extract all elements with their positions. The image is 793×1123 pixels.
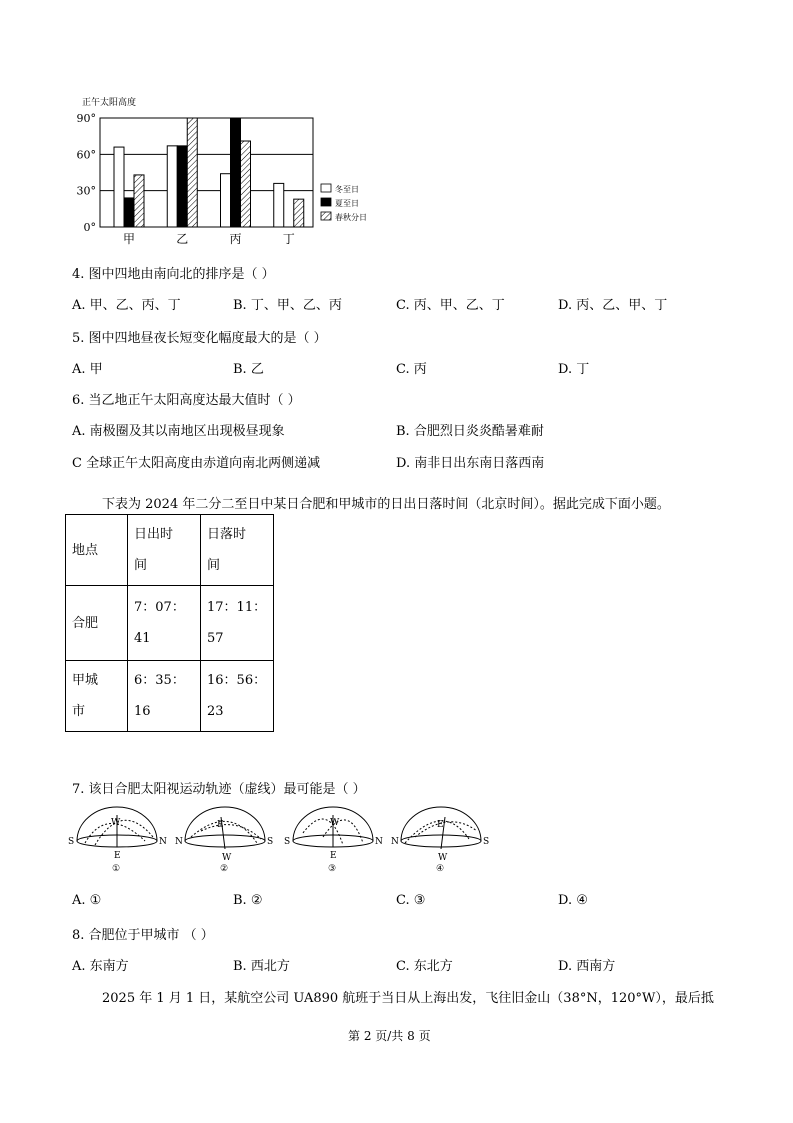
d1-num: ① [112, 864, 121, 874]
q4-option-a: A. 甲、乙、丙、丁 [72, 298, 181, 313]
sun-path-diagrams [65, 805, 495, 880]
bar-2-2 [177, 146, 187, 227]
q6-option-d: D. 南非日出东南日落西南 [396, 456, 545, 471]
d2-bottom: W [222, 853, 232, 863]
bar-2-1 [167, 146, 177, 227]
q7-option-b: B. ② [233, 893, 263, 908]
d3-left: S [284, 837, 291, 847]
category-label: 丁 [282, 232, 295, 246]
q4-option-d: D. 丙、乙、甲、丁 [558, 298, 668, 313]
d3-top: W [330, 818, 340, 828]
y-tick-label: 90° [76, 112, 96, 125]
d3-right: N [375, 837, 383, 847]
row-hefei-location: 合肥 [66, 586, 128, 661]
q8-option-d: D. 西南方 [558, 959, 616, 974]
y-axis-label: 正午太阳高度 [82, 98, 137, 108]
q6-stem: 6. 当乙地正午太阳高度达最大值时（ ） [72, 393, 301, 408]
header-location: 地点 [66, 515, 128, 586]
category-label: 甲 [122, 232, 136, 246]
table-intro: 下表为 2024 年二分二至日中某日合肥和甲城市的日出日落时间（北京时间）。据此完成下面小题。 [102, 497, 670, 512]
bar-4-3 [294, 199, 304, 227]
d4-num: ④ [436, 864, 445, 874]
row-jia-sunrise: 6：35： 16 [128, 661, 201, 732]
d1-top: W [111, 818, 121, 828]
category-label: 乙 [176, 232, 189, 246]
sun-path-diagram-3 [284, 807, 383, 874]
y-tick-label: 60° [76, 148, 96, 162]
bar-3-1 [221, 174, 231, 227]
q8-option-c: C. 东北方 [396, 959, 453, 974]
q6-option-b: B. 合肥烈日炎炎酷暑难耐 [396, 424, 544, 439]
flight-intro: 2025 年 1 月 1 日，某航空公司 UA890 航班于当日从上海出发，飞往旧金山（38°N，120°W），最后抵 [102, 991, 714, 1006]
sun-path-diagram-4 [391, 807, 489, 874]
legend-swatch [321, 212, 331, 220]
d2-left: N [175, 837, 183, 847]
row-hefei-sunrise: 7：07： 41 [128, 586, 201, 661]
legend-label: 冬至日 [335, 185, 359, 194]
q7-option-c: C. ③ [396, 893, 426, 908]
q8-option-a: A. 东南方 [72, 959, 129, 974]
d2-top: E [217, 820, 224, 830]
category-label: 丙 [229, 232, 242, 246]
d1-right: N [159, 837, 167, 847]
bar-3-2 [231, 118, 241, 227]
d4-left: N [391, 837, 399, 847]
q7-stem: 7. 该日合肥太阳视运动轨迹（虚线）最可能是（ ） [72, 782, 366, 797]
row-jia-location: 甲城 市 [66, 661, 128, 732]
sun-path-diagram-2 [175, 807, 273, 874]
d1-bottom: E [114, 851, 121, 861]
header-sunrise: 日出时 间 [128, 515, 201, 586]
bar-1-2 [124, 198, 134, 227]
d3-bottom: E [330, 851, 337, 861]
y-tick-label: 0° [83, 221, 96, 234]
d1-left: S [68, 837, 75, 847]
row-hefei-sunset: 17：11： 57 [201, 586, 274, 661]
q5-option-d: D. 丁 [558, 362, 590, 377]
q5-stem: 5. 图中四地昼夜长短变化幅度最大的是（ ） [72, 331, 327, 346]
d2-right: S [267, 837, 274, 847]
q6-option-c: C 全球正午太阳高度由赤道向南北两侧递减 [72, 456, 321, 471]
legend-swatch [321, 184, 331, 192]
legend-swatch [321, 198, 331, 206]
d4-right: S [483, 837, 490, 847]
legend-label: 夏至日 [335, 199, 359, 208]
bar-1-1 [114, 147, 124, 227]
page-footer: 第 2 页/共 8 页 [348, 1029, 431, 1043]
q5-option-a: A. 甲 [72, 362, 103, 377]
q8-option-b: B. 西北方 [233, 959, 290, 974]
bar-4-1 [274, 183, 284, 227]
q8-stem: 8. 合肥位于甲城市 （ ） [72, 928, 214, 943]
bar-3-3 [241, 141, 251, 227]
row-jia-sunset: 16：56： 23 [201, 661, 274, 732]
d4-top: E [437, 820, 444, 830]
d2-num: ② [220, 864, 229, 874]
bar-2-3 [187, 118, 197, 227]
q4-stem: 4. 图中四地由南向北的排序是（ ） [72, 267, 275, 282]
q7-option-d: D. ④ [558, 893, 588, 908]
q4-option-b: B. 丁、甲、乙、丙 [233, 298, 342, 313]
sunrise-sunset-table [65, 514, 274, 732]
q5-option-c: C. 丙 [396, 362, 427, 377]
q6-option-a: A. 南极圈及其以南地区出现极昼现象 [72, 424, 285, 439]
table-row [66, 586, 274, 661]
legend-label: 春秋分日 [335, 213, 367, 222]
table-header-row [66, 515, 274, 586]
y-tick-label: 30° [76, 184, 96, 198]
d3-num: ③ [328, 864, 337, 874]
sun-path-diagram-1 [68, 807, 167, 874]
d4-bottom: W [438, 853, 448, 863]
solar-altitude-chart [0, 0, 400, 250]
q7-option-a: A. ① [72, 893, 102, 908]
q4-option-c: C. 丙、甲、乙、丁 [396, 298, 505, 313]
header-sunset: 日落时 间 [201, 515, 274, 586]
q5-option-b: B. 乙 [233, 362, 264, 377]
bar-1-3 [134, 175, 144, 227]
table-row [66, 661, 274, 732]
